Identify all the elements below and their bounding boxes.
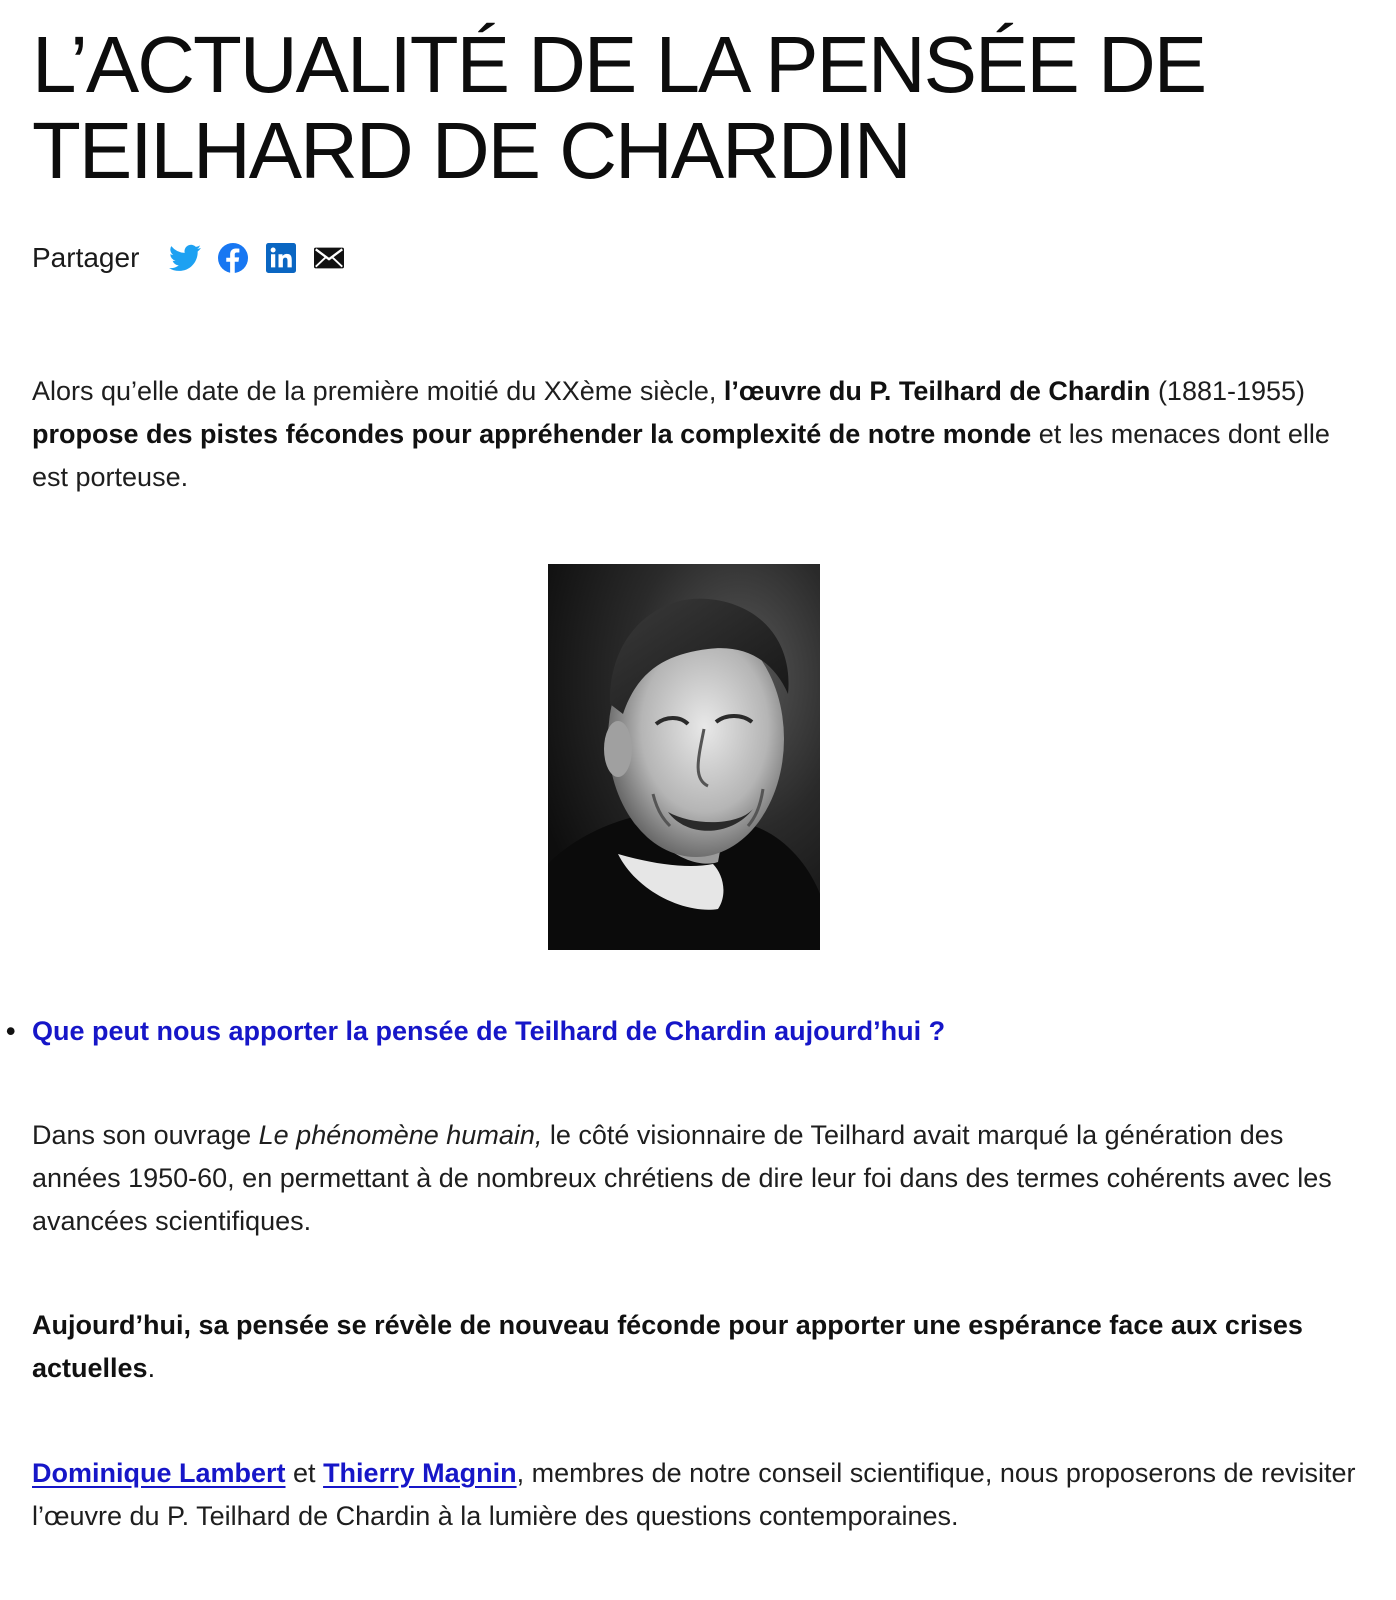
paragraph-3 xyxy=(32,1304,1372,1390)
intro-bold-2: propose des pistes fécondes pour appréhender la complexité de notre monde xyxy=(32,419,1032,449)
para4-text-1: et xyxy=(285,1458,324,1488)
twitter-icon[interactable] xyxy=(169,242,201,274)
intro-text-3: et les menaces dont elle est porteuse. xyxy=(32,419,1330,492)
mail-icon[interactable] xyxy=(313,242,345,274)
para3-text: . xyxy=(147,1353,156,1383)
linkedin-icon[interactable] xyxy=(265,242,297,274)
intro-bold-1: l’œuvre du P. Teilhard de Chardin xyxy=(723,376,1151,406)
bullet-item xyxy=(6,1010,946,1053)
para3-bold: Aujourd’hui, sa pensée se révèle de nouveau féconde pour apporter une espérance face aux crises actuelles xyxy=(32,1310,1303,1383)
link-thierry-magnin[interactable]: Thierry Magnin xyxy=(323,1458,517,1488)
bullet-text: Que peut nous apporter la pensée de Teilhard de Chardin aujourd’hui ? xyxy=(32,1016,946,1046)
intro-text-1: Alors qu’elle date de la première moitié du XXème siècle, xyxy=(32,376,724,406)
intro-text-2: (1881-1955) xyxy=(1150,376,1306,406)
portrait-photo xyxy=(548,564,820,950)
title-line-1: L’ACTUALITÉ DE LA PENSÉE DE xyxy=(32,20,1206,109)
intro-paragraph xyxy=(32,370,1372,499)
link-dominique-lambert[interactable]: Dominique Lambert xyxy=(32,1458,286,1488)
facebook-icon[interactable] xyxy=(217,242,249,274)
title-line-2: TEILHARD DE CHARDIN xyxy=(32,106,910,195)
para4-text-2: , membres de notre conseil scientifique, nous proposerons de revisiter l’œuvre du P. Teilhard de Chardin à la lumière des questions contemporaines. xyxy=(32,1458,1356,1531)
paragraph-4 xyxy=(32,1452,1372,1538)
para2-text-2: le côté visionnaire de Teilhard avait marqué la génération des années 1950-60, en permettant à de nombreux chrétiens de dire leur foi dans des termes cohérents avec les avancées scientifiques. xyxy=(32,1120,1332,1236)
share-bar xyxy=(32,240,361,276)
para2-text-1: Dans son ouvrage xyxy=(32,1120,259,1150)
para2-italic: Le phénomène humain, xyxy=(258,1120,543,1150)
bullet-dot: • xyxy=(6,1016,16,1046)
page-title xyxy=(32,22,1332,194)
share-label: Partager xyxy=(32,242,140,273)
paragraph-2 xyxy=(32,1114,1372,1243)
